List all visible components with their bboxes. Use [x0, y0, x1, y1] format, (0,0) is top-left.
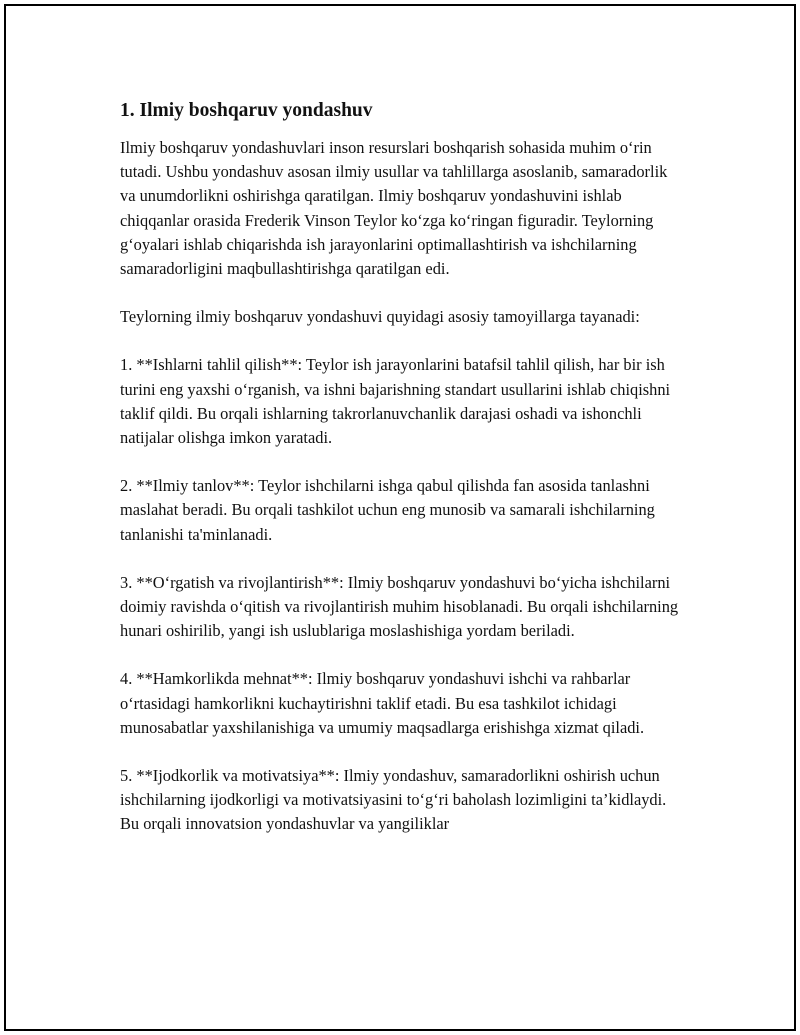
- principles-lead-paragraph: Teylorning ilmiy boshqaruv yondashuvi quyidagi asosiy tamoyillarga tayanadi:: [120, 307, 640, 327]
- principle-4-paragraph: 4. **Hamkorlikda mehnat**: Ilmiy boshqaruv yondashuvi ishchi va rahbarlar o‘rtasidagi hamkorlikni kuchaytirishni taklif etadi. Bu esa tashkilot ichidagi munosabatlar yaxshilanishiga va umumiy maqsadlarga erishishga xizmat qiladi.: [120, 669, 645, 737]
- principle-5-paragraph: 5. **Ijodkorlik va motivatsiya**: Ilmiy yondashuv, samaradorlikni oshirish uchun ishchilarning ijodkorligi va motivatsiyasini to‘g‘ri baholash lozimligini ta’kidlaydi. Bu orqali innovatsion yondashuvlar va yangiliklar: [120, 766, 667, 834]
- page-frame: [4, 4, 796, 1031]
- intro-paragraph: Ilmiy boshqaruv yondashuvlari inson resurslari boshqarish sohasida muhim o‘rin tutadi. Ushbu yondashuv asosan ilmiy usullar va tahlillarga asoslanib, samaradorlik va unumdorlikni oshirishga qaratilgan. Ilmiy boshqaruv yondashuvini ishlab chiqqanlar orasida Frederik Vinson Teylor ko‘zga ko‘ringan figuradir. Teylorning g‘oyalari ishlab chiqarishda ish jarayonlarini optimallashtirish va ishchilarning samaradorligini maqbullashtirishga qaratilgan edi.: [120, 138, 668, 279]
- section-heading: 1. Ilmiy boshqaruv yondashuv: [120, 100, 373, 121]
- principle-3-paragraph: 3. **O‘rgatish va rivojlantirish**: Ilmiy boshqaruv yondashuvi bo‘yicha ishchilarni doimiy ravishda o‘qitish va rivojlantirish muhim hisoblanadi. Bu orqali ishchilarning hunari oshirilib, yangi ish uslublariga moslashishiga yordam beriladi.: [120, 572, 679, 641]
- principle-2-paragraph: 2. **Ilmiy tanlov**: Teylor ishchilarni ishga qabul qilishda fan asosida tanlashni maslahat beradi. Bu orqali tashkilot uchun eng munosib va samarali ishchilarning tanlanishi ta'minlanadi.: [120, 476, 655, 544]
- principle-1-paragraph: 1. **Ishlarni tahlil qilish**: Teylor ish jarayonlarini batafsil tahlil qilish, har bir ish turini eng yaxshi o‘rganish, va ishni bajarishning standart usullarini ishlab chiqishni taklif qildi. Bu orqali ishlarning takrorlanuvchanlik darajasi oshadi va ishonchli natijalar olishga imkon yaratadi.: [120, 355, 671, 448]
- document-body: [120, 98, 680, 861]
